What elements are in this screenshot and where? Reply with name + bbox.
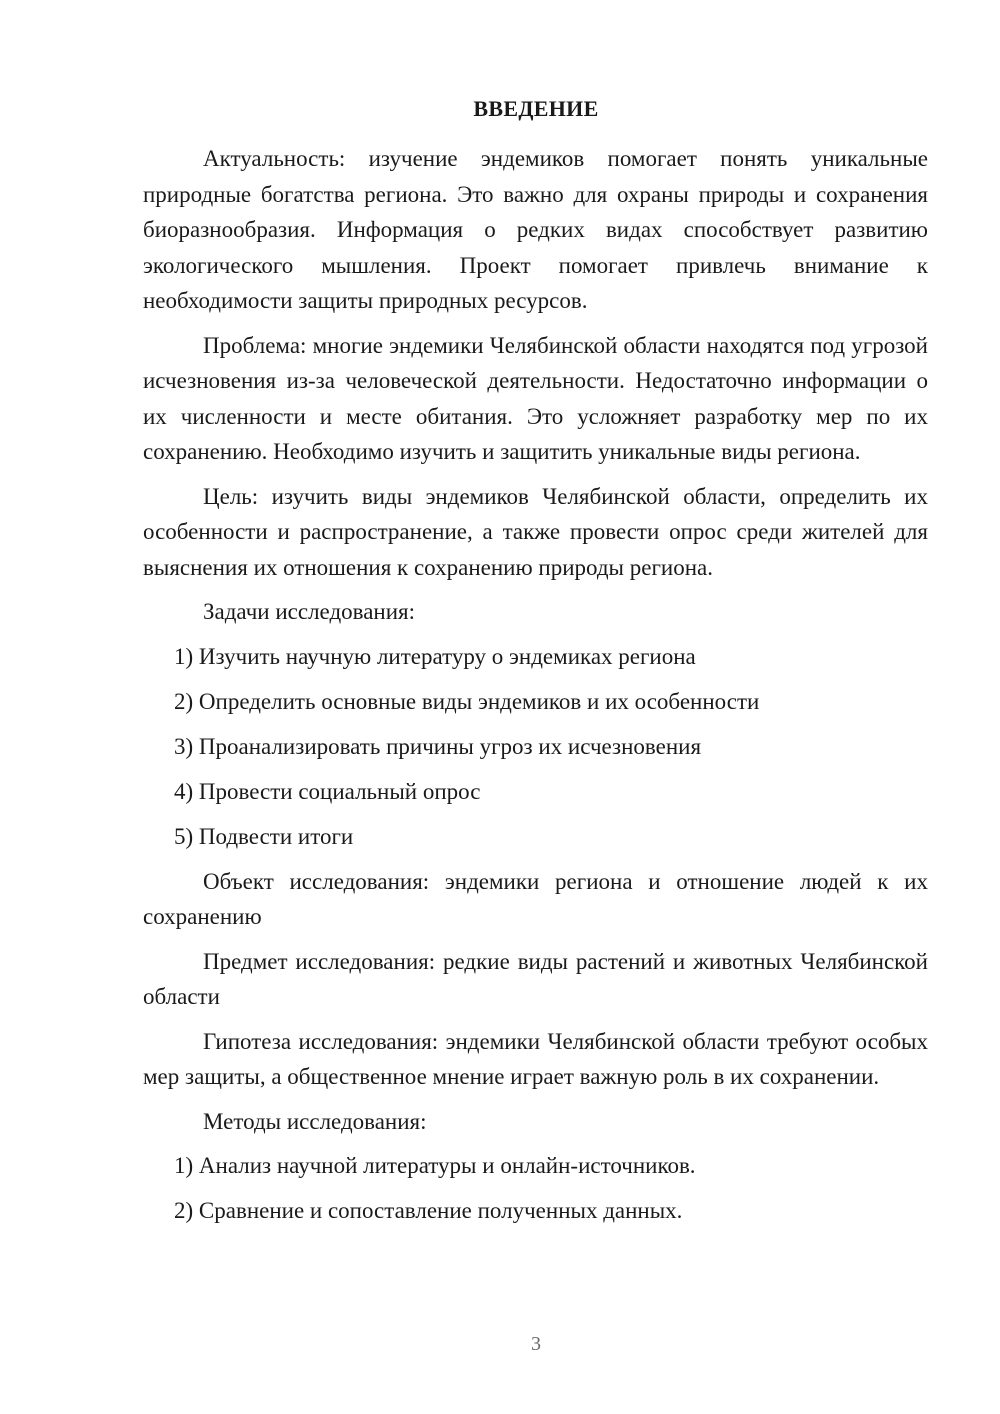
document-body [143,141,928,1238]
methods-list [143,1148,928,1229]
task-item: 3) Проанализировать причины угроз их исчезновения [174,733,702,759]
tasks-heading: Задачи исследования: [203,599,416,624]
page-title: ВВЕДЕНИЕ [473,96,599,121]
hypothesis-paragraph: Гипотеза исследования: эндемики Челябинской области требуют особых мер защиты, а общественное мнение играет важную роль в их сохранении. [143,1028,928,1089]
task-item: 1) Изучить научную литературу о эндемиках региона [174,643,696,669]
method-item: 1) Анализ научной литературы и онлайн-источников. [174,1153,696,1178]
method-item: 2) Сравнение и сопоставление полученных данных. [174,1198,683,1223]
task-item: 5) Подвести итоги [174,823,354,849]
page-number: 3 [531,1333,541,1355]
tasks-list [143,639,928,855]
methods-heading: Методы исследования: [203,1108,427,1134]
problem-paragraph: Проблема: многие эндемики Челябинской области находятся под угрозой исчезновения из-за человеческой деятельности. Недостаточно информации о их численности и месте обитания. Это усложняет разработку мер по их сохранению. Необходимо изучить и защитить уникальные виды региона. [143,332,928,464]
object-paragraph: Объект исследования: эндемики региона и отношение людей к их сохранению [143,868,928,929]
relevance-paragraph: Актуальность: изучение эндемиков помогает понять уникальные природные богатства региона. Это важно для охраны природы и сохранения биоразнообразия. Информация о редких видах способствует развитию экологического мышления. Проект помогает привлечь внимание к необходимости защиты природных ресурсов. [143,146,928,313]
task-item: 2) Определить основные виды эндемиков и их особенности [174,688,760,714]
subject-paragraph: Предмет исследования: редкие виды растений и животных Челябинской области [143,948,928,1009]
goal-paragraph: Цель: изучить виды эндемиков Челябинской области, определить их особенности и распространение, а также провести опрос среди жителей для выяснения их отношения к сохранению природы региона. [143,483,928,580]
task-item: 4) Провести социальный опрос [174,778,481,804]
